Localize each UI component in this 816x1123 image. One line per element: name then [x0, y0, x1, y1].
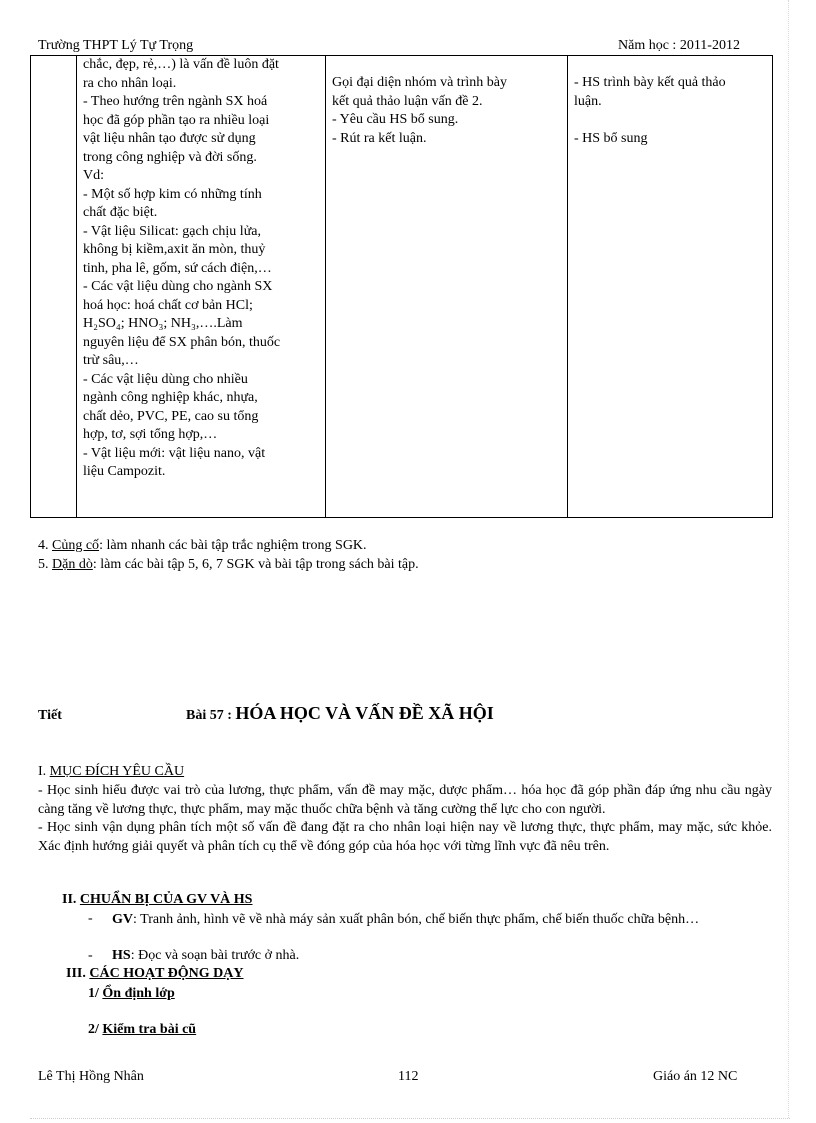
teacher-activity-lines: [326, 56, 567, 148]
paragraph: - Học sinh hiểu được vai trò của lương, thực phẩm, vấn đề may mặc, dược phẩm… hóa học đã góp phần đáp ứng nhu cầu ngày càng tăng về lương thực, thực phẩm, may mặc thuốc chữa bệnh và tăng cường thể lực cho con người.: [38, 783, 772, 817]
item-number: 4.: [38, 538, 49, 553]
section-1-heading: [38, 764, 184, 780]
cell-line: trong công nghiệp và đời sống.: [83, 149, 257, 165]
cell-line: H₂SO₄; HNO₃; NH₃,….Làm: [83, 316, 243, 331]
cell-line: - Vật liệu Silicat: gạch chịu lửa,: [83, 223, 262, 239]
item-dan-do: [38, 557, 419, 573]
gv-label: GV: [112, 912, 133, 927]
lesson-title: HÓA HỌC VÀ VẤN ĐỀ XÃ HỘI: [235, 703, 494, 723]
gv-text: : Tranh ảnh, hình vẽ về nhà máy sản xuất phân bón, chế biến thực phẩm, chế biến thuốc chữa bệnh…: [133, 912, 700, 927]
section-title: CHUẨN BỊ CỦA GV VÀ HS: [79, 892, 253, 907]
item-number: 5.: [38, 557, 49, 572]
cell-line: không bị kiềm,axit ăn mòn, thuỷ: [83, 242, 266, 257]
content-lines: [77, 56, 325, 482]
section-title: MỤC ĐÍCH YÊU CẦU: [49, 764, 185, 779]
hs-label: HS: [112, 948, 131, 963]
cell-line: nguyên liệu để SX phân bón, thuốc: [83, 334, 281, 350]
table-cell-student-activity: [568, 56, 773, 518]
section-number: I.: [38, 764, 47, 779]
paragraph: - Học sinh vận dụng phân tích một số vấn đề đang đặt ra cho nhân loại hiện nay về lương thực, thực phẩm, may mặc, sức khỏe. Xác định hướng giải quyết và phân tích cụ thể về đóng góp của hóa học với từng lĩnh vực đã nêu trên.: [38, 820, 772, 854]
cell-line: trừ sâu,…: [83, 353, 139, 368]
step-title: Kiểm tra bài cũ: [102, 1022, 197, 1037]
cell-line: vật liệu nhân tạo được sử dụng: [83, 131, 256, 146]
section-1-body: [38, 782, 772, 856]
cell-line: hợp, tơ, sợi tổng hợp,…: [83, 427, 218, 442]
footer-author: Lê Thị Hồng Nhân: [38, 1069, 144, 1084]
cell-line: kết quả thảo luận vấn đề 2.: [332, 93, 483, 109]
cell-line: chất dẻo, PVC, PE, cao su tổng: [83, 408, 259, 424]
cell-line: - Yêu cầu HS bổ sung.: [332, 112, 459, 127]
item-text: : làm các bài tập 5, 6, 7 SGK và bài tập trong sách bài tập.: [92, 557, 419, 572]
cell-line: - Các vật liệu dùng cho nhiều: [83, 371, 248, 387]
cell-line: [574, 111, 768, 130]
item-label: Củng cố: [52, 538, 100, 553]
section-number: III.: [66, 966, 86, 981]
footer-page-number: 112: [398, 1069, 419, 1084]
section-title: CÁC HOẠT ĐỘNG DẠY: [89, 966, 244, 981]
hs-text: : Đọc và soạn bài trước ở nhà.: [130, 948, 300, 963]
header-school-year: Năm học : 2011-2012: [618, 38, 740, 53]
header-school: Trường THPT Lý Tự Trọng: [38, 38, 194, 53]
item-text: : làm nhanh các bài tập trắc nghiệm trong SGK.: [99, 538, 367, 553]
hs-preparation: [112, 948, 299, 964]
cell-line: - HS trình bày kết quả thảo: [574, 75, 726, 90]
page-edge-bottom: [30, 1118, 790, 1119]
cell-line: Vd:: [83, 168, 104, 183]
cell-line: - HS bổ sung: [574, 130, 648, 146]
step-title: Ổn định lớp: [102, 986, 175, 1001]
step-kiem-tra-bai-cu: [88, 1022, 196, 1038]
cell-line: tinh, pha lê, gốm, sứ cách điện,…: [83, 260, 272, 276]
lesson-heading: [186, 703, 494, 724]
page-edge-right: [788, 0, 789, 1118]
item-label: Dặn dò: [52, 557, 93, 572]
cell-line: - Vật liệu mới: vật liệu nano, vật: [83, 445, 266, 461]
bullet-dash: -: [88, 911, 93, 926]
step-on-dinh-lop: [88, 986, 175, 1002]
cell-line: ra cho nhân loại.: [83, 75, 177, 91]
section-number: II.: [62, 892, 77, 907]
cell-line: Gọi đại diện nhóm và trình bày: [332, 75, 507, 90]
footer-doc-title: Giáo án 12 NC: [653, 1069, 738, 1084]
table-cell-content: [77, 56, 326, 518]
step-number: 2/: [88, 1022, 99, 1037]
cell-line: chất đặc biệt.: [83, 205, 158, 220]
table-row: [31, 56, 773, 518]
cell-line: - Rút ra kết luận.: [332, 130, 427, 146]
tiet-label: Tiết: [38, 708, 62, 723]
student-activity-lines: [568, 56, 772, 148]
cell-line: - Các vật liệu dùng cho ngành SX: [83, 279, 273, 294]
item-cung-co: [38, 538, 367, 554]
cell-line: - Một số hợp kim có những tính: [83, 186, 262, 202]
table-cell-teacher-activity: [326, 56, 568, 518]
table-cell-blank: [31, 56, 77, 518]
step-number: 1/: [88, 986, 99, 1001]
cell-line: chắc, đẹp, rẻ,…) là vấn đề luôn đặt: [83, 57, 279, 72]
section-3-heading: [66, 966, 244, 982]
cell-line: - Theo hướng trên ngành SX hoá: [83, 94, 268, 109]
lesson-number: Bài 57 :: [186, 708, 232, 723]
cell-line: liệu Campozit.: [83, 464, 166, 479]
bullet-dash: -: [88, 948, 93, 963]
cell-line: học đã góp phần tạo ra nhiều loại: [83, 112, 270, 128]
section-2-heading: [62, 892, 252, 908]
gv-preparation: [112, 911, 762, 930]
lesson-activity-table: [30, 55, 773, 518]
cell-line: luận.: [574, 93, 602, 109]
cell-line: hoá học: hoá chất cơ bản HCl;: [83, 297, 253, 313]
cell-line: ngành công nghiệp khác, nhựa,: [83, 390, 258, 405]
